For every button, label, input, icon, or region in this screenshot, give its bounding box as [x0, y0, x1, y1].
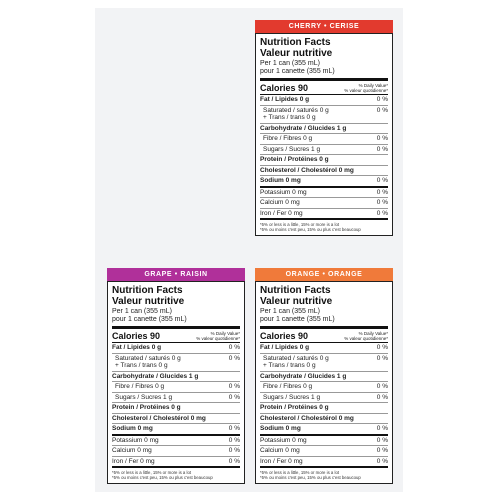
- footnote-en: *5% or less is a little, 15% or more is a lot: [112, 470, 192, 475]
- sodium: Sodium 0 mg: [260, 425, 301, 432]
- protein: Protein / Protéines 0 g: [112, 404, 181, 411]
- fat: Fat / Lipides 0 g: [260, 344, 310, 351]
- potassium: Potassium 0 mg: [260, 188, 307, 196]
- footnote-en: *5% or less is a little, 15% or more is a lot: [260, 222, 340, 227]
- footnote-fr: *5% ou moins c'est peu, 15% ou plus c'est beaucoup: [112, 475, 213, 480]
- title-en: Nutrition Facts: [260, 285, 331, 296]
- fat-dv: 0 %: [376, 344, 388, 351]
- fibre-dv: 0 %: [376, 135, 388, 142]
- flavor-banner: GRAPE • RAISIN: [107, 268, 245, 281]
- calcium-dv: 0 %: [376, 447, 388, 454]
- footnote-fr: *5% ou moins c'est peu, 15% ou plus c'est beaucoup: [260, 227, 361, 232]
- title-fr: Valeur nutritive: [112, 296, 185, 307]
- fat-dv: 0 %: [228, 344, 240, 351]
- cholesterol: Cholesterol / Cholestérol 0 mg: [112, 414, 206, 422]
- daily-value-header-fr: % valeur quotidienne*: [196, 336, 240, 341]
- potassium-dv: 0 %: [376, 436, 388, 444]
- sodium: Sodium 0 mg: [112, 425, 153, 432]
- iron-dv: 0 %: [376, 209, 388, 217]
- fat: Fat / Lipides 0 g: [112, 344, 162, 351]
- potassium: Potassium 0 mg: [112, 436, 159, 444]
- flavor-banner: ORANGE • ORANGE: [255, 268, 393, 281]
- calories: Calories 90: [260, 83, 309, 93]
- calcium-dv: 0 %: [228, 447, 240, 454]
- sodium-dv: 0 %: [228, 425, 240, 432]
- fat-dv: 0 %: [376, 96, 388, 103]
- daily-value-header-fr: % valeur quotidienne*: [344, 88, 388, 93]
- sugars-dv: 0 %: [228, 393, 240, 401]
- carbohydrate: Carbohydrate / Glucides 1 g: [260, 372, 347, 380]
- daily-value-header-en: % Daily Value*: [210, 331, 240, 336]
- carbohydrate: Carbohydrate / Glucides 1 g: [112, 372, 199, 380]
- title-fr: Valeur nutritive: [260, 296, 333, 307]
- saturated: Saturated / saturés 0 g: [263, 106, 329, 114]
- flavor-banner: CHERRY • CERISE: [255, 20, 393, 33]
- fibre-dv: 0 %: [376, 383, 388, 390]
- cholesterol: Cholesterol / Cholestérol 0 mg: [260, 414, 354, 422]
- iron: Iron / Fer 0 mg: [260, 209, 303, 217]
- iron: Iron / Fer 0 mg: [112, 457, 155, 465]
- potassium-dv: 0 %: [376, 188, 388, 196]
- saturated-dv: 0 %: [376, 106, 388, 114]
- sugars-dv: 0 %: [376, 393, 388, 401]
- title-fr: Valeur nutritive: [260, 48, 333, 59]
- fibre: Fibre / Fibres 0 g: [263, 383, 313, 390]
- iron: Iron / Fer 0 mg: [260, 457, 303, 465]
- nutrition-facts-table: [107, 281, 245, 484]
- calcium: Calcium 0 mg: [260, 199, 300, 206]
- calories: Calories 90: [260, 331, 309, 341]
- title-en: Nutrition Facts: [260, 37, 331, 48]
- fat: Fat / Lipides 0 g: [260, 96, 310, 103]
- fibre-dv: 0 %: [228, 383, 240, 390]
- panel-cherry: [255, 20, 393, 236]
- iron-dv: 0 %: [376, 457, 388, 465]
- serving-size-fr: pour 1 canette (355 mL): [112, 316, 187, 323]
- nutrition-facts-table: [255, 33, 393, 236]
- calcium: Calcium 0 mg: [260, 447, 300, 454]
- protein: Protein / Protéines 0 g: [260, 404, 329, 411]
- trans: + Trans / trans 0 g: [115, 362, 168, 369]
- footnote-en: *5% or less is a little, 15% or more is a lot: [260, 470, 340, 475]
- fibre: Fibre / Fibres 0 g: [115, 383, 165, 390]
- calories: Calories 90: [112, 331, 161, 341]
- sodium: Sodium 0 mg: [260, 177, 301, 184]
- cholesterol: Cholesterol / Cholestérol 0 mg: [260, 166, 354, 174]
- saturated: Saturated / saturés 0 g: [263, 354, 329, 362]
- title-en: Nutrition Facts: [112, 285, 183, 296]
- trans: + Trans / trans 0 g: [263, 362, 316, 369]
- daily-value-header-en: % Daily Value*: [358, 83, 388, 88]
- panel-grape: [107, 268, 245, 484]
- serving-size-fr: pour 1 canette (355 mL): [260, 316, 335, 323]
- protein: Protein / Protéines 0 g: [260, 156, 329, 163]
- saturated-dv: 0 %: [376, 354, 388, 362]
- iron-dv: 0 %: [228, 457, 240, 465]
- sugars: Sugars / Sucres 1 g: [263, 145, 321, 153]
- potassium-dv: 0 %: [228, 436, 240, 444]
- nutrition-facts-table: [255, 281, 393, 484]
- sugars-dv: 0 %: [376, 145, 388, 153]
- fibre: Fibre / Fibres 0 g: [263, 135, 313, 142]
- carbohydrate: Carbohydrate / Glucides 1 g: [260, 124, 347, 132]
- trans: + Trans / trans 0 g: [263, 114, 316, 121]
- serving-size-en: Per 1 can (355 mL): [260, 60, 320, 67]
- serving-size-en: Per 1 can (355 mL): [112, 308, 172, 315]
- panel-orange: [255, 268, 393, 484]
- calcium-dv: 0 %: [376, 199, 388, 206]
- sugars: Sugars / Sucres 1 g: [263, 393, 321, 401]
- saturated: Saturated / saturés 0 g: [115, 354, 181, 362]
- daily-value-header-en: % Daily Value*: [358, 331, 388, 336]
- sodium-dv: 0 %: [376, 425, 388, 432]
- footnote-fr: *5% ou moins c'est peu, 15% ou plus c'est beaucoup: [260, 475, 361, 480]
- sodium-dv: 0 %: [376, 177, 388, 184]
- daily-value-header-fr: % valeur quotidienne*: [344, 336, 388, 341]
- potassium: Potassium 0 mg: [260, 436, 307, 444]
- saturated-dv: 0 %: [228, 354, 240, 362]
- serving-size-fr: pour 1 canette (355 mL): [260, 68, 335, 75]
- serving-size-en: Per 1 can (355 mL): [260, 308, 320, 315]
- sugars: Sugars / Sucres 1 g: [115, 393, 173, 401]
- calcium: Calcium 0 mg: [112, 447, 152, 454]
